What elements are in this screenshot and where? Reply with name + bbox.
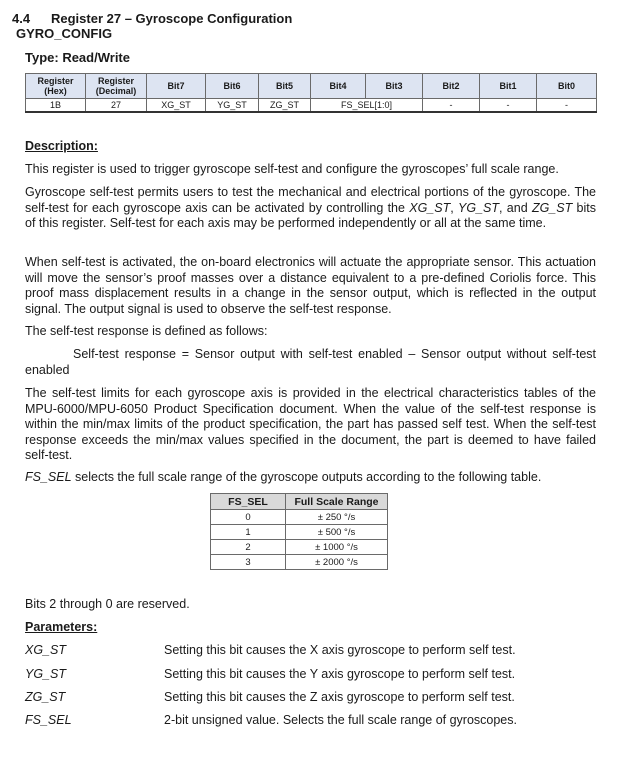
cell-decimal: 27 [86,99,147,113]
register-table-row [26,99,597,113]
fs-sel-table [210,493,388,570]
fs-cell-range: ± 500 °/s [286,525,388,540]
parameter-description: Setting this bit causes the Z axis gyroscope to perform self test. [164,690,515,704]
section-number: 4.4 [12,11,31,26]
parameter-description: Setting this bit causes the X axis gyroscope to perform self test. [164,643,516,657]
table-row [211,555,388,570]
fs-table-header [211,494,388,510]
table-row [211,540,388,555]
fs-cell-range: ± 250 °/s [286,510,388,525]
parameter-description: Setting this bit causes the Y axis gyroscope to perform self test. [164,667,516,681]
reserved-note: Bits 2 through 0 are reserved. [25,597,190,611]
cell-hex: 1B [26,99,86,113]
register-name: GYRO_CONFIG [16,26,113,41]
parameter-name: XG_ST [25,643,66,657]
fs-cell-range: ± 2000 °/s [286,555,388,570]
cell-bit1: - [480,99,537,113]
fs-cell-range: ± 1000 °/s [286,540,388,555]
fs-cell-sel: 1 [211,525,286,540]
cell-bit7: XG_ST [147,99,206,113]
register-table-header [26,74,597,99]
fs-cell-sel: 2 [211,540,286,555]
parameter-name: ZG_ST [25,690,66,704]
description-p5: Self-test response = Sensor output with self-test enabled – Sensor output without self-test enabled [25,347,596,377]
register-type: Type: Read/Write [25,50,130,65]
header-bit4: Bit4 [311,74,366,99]
fs-cell-sel: 3 [211,555,286,570]
description-heading: Description: [25,139,98,153]
section-title: Register 27 – Gyroscope Configuration [51,11,293,26]
cell-bit4-3: FS_SEL[1:0] [311,99,423,113]
fs-header-sel: FS_SEL [211,494,286,510]
description-p6: The self-test limits for each gyroscope axis is provided in the electrical characteristics tables of the MPU-6000/MPU-6050 Product Specification document. When the value of the self-test response is within the min/max limits of the product specification, the part has passed self test. When the self-test response exceeds the min/max values specified in the document, the part is deemed to have failed self-test. [25,386,596,462]
fs-header-range: Full Scale Range [286,494,388,510]
parameter-name: YG_ST [25,667,66,681]
header-bit7: Bit7 [147,74,206,99]
cell-bit0: - [537,99,597,113]
description-p3: When self-test is activated, the on-board electronics will actuate the appropriate sensor. This actuation will move the sensor’s proof masses over a distance equivalent to a pre-defined Coriolis force. This proof mass displacement results in a change in the sensor output, which is reflected in the output signal. The output signal is used to observe the self-test response. [25,255,596,316]
description-p4: The self-test response is defined as follows: [25,324,268,338]
header-bit2: Bit2 [423,74,480,99]
header-bit5: Bit5 [259,74,311,99]
parameter-name: FS_SEL [25,713,72,727]
description-p1: This register is used to trigger gyroscope self-test and configure the gyroscopes’ full scale range. [25,162,559,176]
header-bit6: Bit6 [206,74,259,99]
cell-bit5: ZG_ST [259,99,311,113]
parameter-description: 2-bit unsigned value. Selects the full scale range of gyroscopes. [164,713,517,727]
table-row [211,525,388,540]
cell-bit6: YG_ST [206,99,259,113]
section-heading [12,11,292,26]
table-row [211,510,388,525]
header-bit3: Bit3 [366,74,423,99]
register-table [25,73,597,113]
header-register-decimal: Register (Decimal) [86,74,147,99]
description-p7: FS_SEL selects the full scale range of the gyroscope outputs according to the following table. [25,470,542,484]
header-register-hex: Register (Hex) [26,74,86,99]
header-bit1: Bit1 [480,74,537,99]
cell-bit2: - [423,99,480,113]
parameters-heading: Parameters: [25,620,98,634]
fs-cell-sel: 0 [211,510,286,525]
description-p2: Gyroscope self-test permits users to test the mechanical and electrical portions of the gyroscope. The self-test for each gyroscope axis can be activated by controlling the XG_ST, YG_ST, and ZG_ST bits of this register. Self-test for each axis may be performed independently or all at the same time. [25,185,596,230]
header-bit0: Bit0 [537,74,597,99]
